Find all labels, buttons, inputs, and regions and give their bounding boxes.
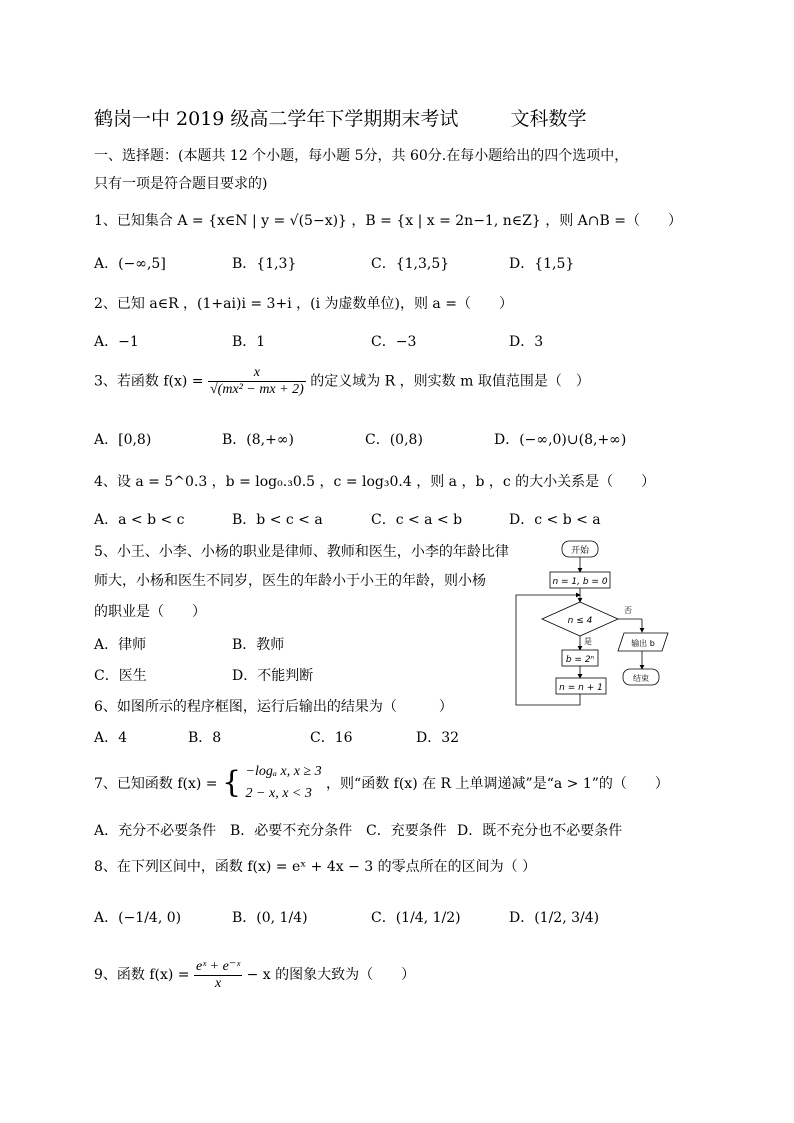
q3-option-d: D．(−∞,0)∪(8,+∞) xyxy=(494,432,627,448)
question-7: 7、已知函数 f(x) = { −logₐ x, x ≥ 3 2 − x, x < 3 ，则“函数 f(x) 在 R 上单调递减”是“a > 1”的（ ） xyxy=(94,761,669,805)
q2-option-d: D．3 xyxy=(509,334,544,350)
flow-yes-label: 是 xyxy=(584,637,592,646)
q6-option-b: B．8 xyxy=(188,730,222,746)
exam-title xyxy=(94,104,587,131)
question-9: 9、函数 f(x) = $\frac{\text{eˣ + e⁻ˣ}}{x}$ − x 的图象大致为（ ） xyxy=(94,959,416,991)
program-flowchart xyxy=(510,535,685,715)
q3-option-c: C．(0,8) xyxy=(365,432,423,448)
question-2: 2、已知 a∈R ，(1+ai)i = 3+i ，(i 为虚数单位)，则 a =（ ） xyxy=(94,296,513,312)
section-header-line1: 一、选择题：(本题共 12 个小题，每小题 5分，共 60分.在每小题给出的四个选项中， xyxy=(94,148,629,164)
q9-fraction: $\frac{\text{eˣ + e⁻ˣ}}{x}$ xyxy=(196,959,241,991)
q1-option-a: A．(−∞,5] xyxy=(94,256,166,272)
q3-option-b: B．(8,+∞) xyxy=(222,432,294,448)
q4-option-c: C．c < a < b xyxy=(371,512,463,528)
question-5-line2: 师大，小杨和医生不同岁，医生的年龄小于小王的年龄，则小杨 xyxy=(94,573,486,589)
question-4: 4、设 a = 5^0.3 ，b = log₀.₃0.5 ，c = log₃0.4 ，则 a ，b ，c 的大小关系是（ ） xyxy=(94,474,656,490)
flow-start-label: 开始 xyxy=(570,546,590,556)
q3-option-a: A．[0,8) xyxy=(94,432,152,448)
brace-icon: { xyxy=(222,765,242,800)
flow-end-label: 结束 xyxy=(633,674,649,683)
question-5-line1: 5、小王、小李、小杨的职业是律师、教师和医生，小李的年龄比律 xyxy=(94,544,509,560)
q1-option-c: C．{1,3,5} xyxy=(371,256,450,272)
q8-option-b: B．(0, 1/4) xyxy=(232,910,308,926)
question-8: 8、在下列区间中，函数 f(x) = eˣ + 4x − 3 的零点所在的区间为（ ） xyxy=(94,859,537,875)
q5-option-c: C．医生 xyxy=(94,668,147,684)
flow-output-label: 输出 b xyxy=(631,639,655,648)
q6-option-c: C．16 xyxy=(310,730,353,746)
flow-increment-label: n = n + 1 xyxy=(559,683,603,693)
q7-option-c: C．充要条件 xyxy=(366,823,447,839)
flow-no-label: 否 xyxy=(624,606,632,615)
q2-option-c: C．−3 xyxy=(371,334,417,350)
q7-option-d: D．既不充分也不必要条件 xyxy=(457,823,623,839)
section-header-line2: 只有一项是符合题目要求的) xyxy=(94,176,268,192)
q8-option-c: C．(1/4, 1/2) xyxy=(371,910,461,926)
q8-option-d: D．(1/2, 3/4) xyxy=(509,910,600,926)
school-title: 鹤岗一中 2019 级高二学年下学期期末考试 xyxy=(94,108,459,130)
q7-case-2: 2 − x, x < 3 xyxy=(245,786,312,801)
q1-option-d: D．{1,5} xyxy=(509,256,575,272)
q6-option-a: A．4 xyxy=(94,730,128,746)
q2-option-a: A．−1 xyxy=(94,334,139,350)
q7-case-1: −logₐ x, x ≥ 3 xyxy=(245,764,322,779)
q4-option-b: B．b < c < a xyxy=(232,512,323,528)
q4-option-d: D．c < b < a xyxy=(509,512,601,528)
question-5-line3: 的职业是（ ） xyxy=(94,604,206,620)
q3-fraction: $\frac{x}{\text{√(mx² − mx + 2)}}$ xyxy=(210,365,304,397)
q4-option-a: A．a < b < c xyxy=(94,512,185,528)
flow-decision-label: n ≤ 4 xyxy=(567,616,593,626)
q7-option-b: B．必要不充分条件 xyxy=(230,823,353,839)
q7-option-a: A．充分不必要条件 xyxy=(94,823,217,839)
q2-option-b: B．1 xyxy=(232,334,266,350)
subject-title: 文科数学 xyxy=(510,108,587,130)
question-1: 1、已知集合 A = {x∈N | y = √(5−x)} ，B = {x | x = 2n−1, n∈Z} ，则 A∩B =（ ） xyxy=(94,213,682,229)
q6-option-d: D．32 xyxy=(416,730,460,746)
question-6: 6、如图所示的程序框图，运行后输出的结果为（ ） xyxy=(94,699,453,715)
q5-option-b: B．教师 xyxy=(232,637,285,653)
flow-init-label: n = 1, b = 0 xyxy=(552,577,608,587)
q5-option-a: A．律师 xyxy=(94,637,147,653)
q8-option-a: A．(−1/4, 0) xyxy=(94,910,182,926)
question-3: 3、若函数 f(x) = $\frac{x}{\text{√(mx² − mx + 2)}}$ 的定义域为 R ，则实数 m 取值范围是（ ） xyxy=(94,365,590,397)
flow-assign-label: b = 2ⁿ xyxy=(565,655,595,665)
q5-option-d: D．不能判断 xyxy=(232,668,314,684)
q1-option-b: B．{1,3} xyxy=(232,256,297,272)
